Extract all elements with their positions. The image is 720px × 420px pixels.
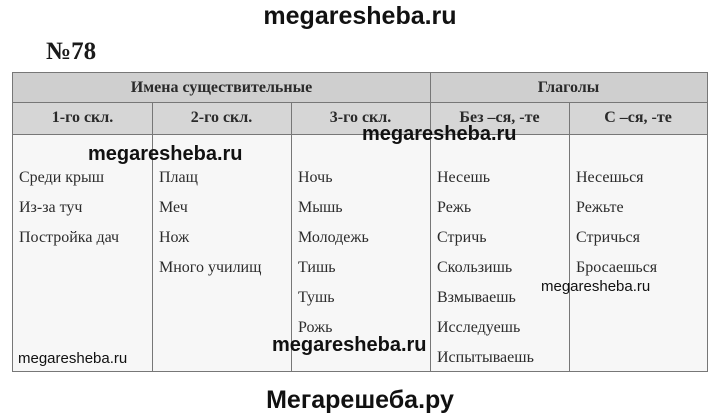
watermark: megaresheba.ru [541, 278, 651, 295]
cell-col2-row4: Много училищ [159, 259, 262, 276]
cell-col1-row1: Среди крыш [19, 169, 105, 186]
cell-col2-row1: Плащ [159, 169, 198, 186]
divider-col-2 [291, 103, 292, 371]
column-header-decl-2: 2-го скл. [152, 103, 291, 135]
cell-col4-row7: Испытываешь [437, 349, 534, 366]
cell-col4-row1: Несешь [437, 169, 491, 186]
cell-col3-row2: Мышь [298, 199, 343, 216]
divider-col-4 [569, 103, 570, 371]
watermark: megaresheba.ru [18, 350, 128, 367]
header-nouns: Имена существительные [13, 73, 430, 103]
cell-col2-row2: Меч [159, 199, 188, 216]
cell-col4-row6: Исследуешь [437, 319, 521, 336]
cell-col5-row1: Несешься [576, 169, 644, 186]
cell-col4-row5: Взмываешь [437, 289, 516, 306]
cell-col5-row3: Стричься [576, 229, 641, 246]
cell-col3-row1: Ночь [298, 169, 333, 186]
column-header-without-sya: Без –ся, -те [430, 103, 569, 135]
column-header-decl-1: 1-го скл. [13, 103, 152, 135]
cell-col4-row3: Стричь [437, 229, 487, 246]
cell-col3-row5: Тушь [298, 289, 335, 306]
header-verbs: Глаголы [430, 73, 707, 103]
site-header: megaresheba.ru [263, 2, 457, 30]
watermark: megaresheba.ru [362, 123, 517, 145]
cell-col4-row4: Скользишь [437, 259, 513, 276]
watermark: megaresheba.ru [272, 334, 427, 356]
cell-col5-row4: Бросаешься [576, 259, 658, 276]
cell-col3-row6: Рожь [298, 319, 333, 336]
grammar-table [12, 72, 708, 372]
column-header-decl-3: 3-го скл. [291, 103, 430, 135]
column-header-with-sya: С –ся, -те [569, 103, 707, 135]
cell-col4-row2: Режь [437, 199, 472, 216]
cell-col1-row3: Постройка дач [19, 229, 120, 246]
site-footer: Мегарешеба.ру [266, 386, 454, 414]
cell-col3-row3: Молодежь [298, 229, 369, 246]
cell-col3-row4: Тишь [298, 259, 336, 276]
cell-col5-row2: Режьте [576, 199, 624, 216]
watermark: megaresheba.ru [88, 143, 243, 165]
divider-nouns-verbs [430, 73, 431, 371]
cell-col1-row2: Из-за туч [19, 199, 83, 216]
task-number: №78 [46, 38, 97, 65]
cell-col2-row3: Нож [159, 229, 190, 246]
